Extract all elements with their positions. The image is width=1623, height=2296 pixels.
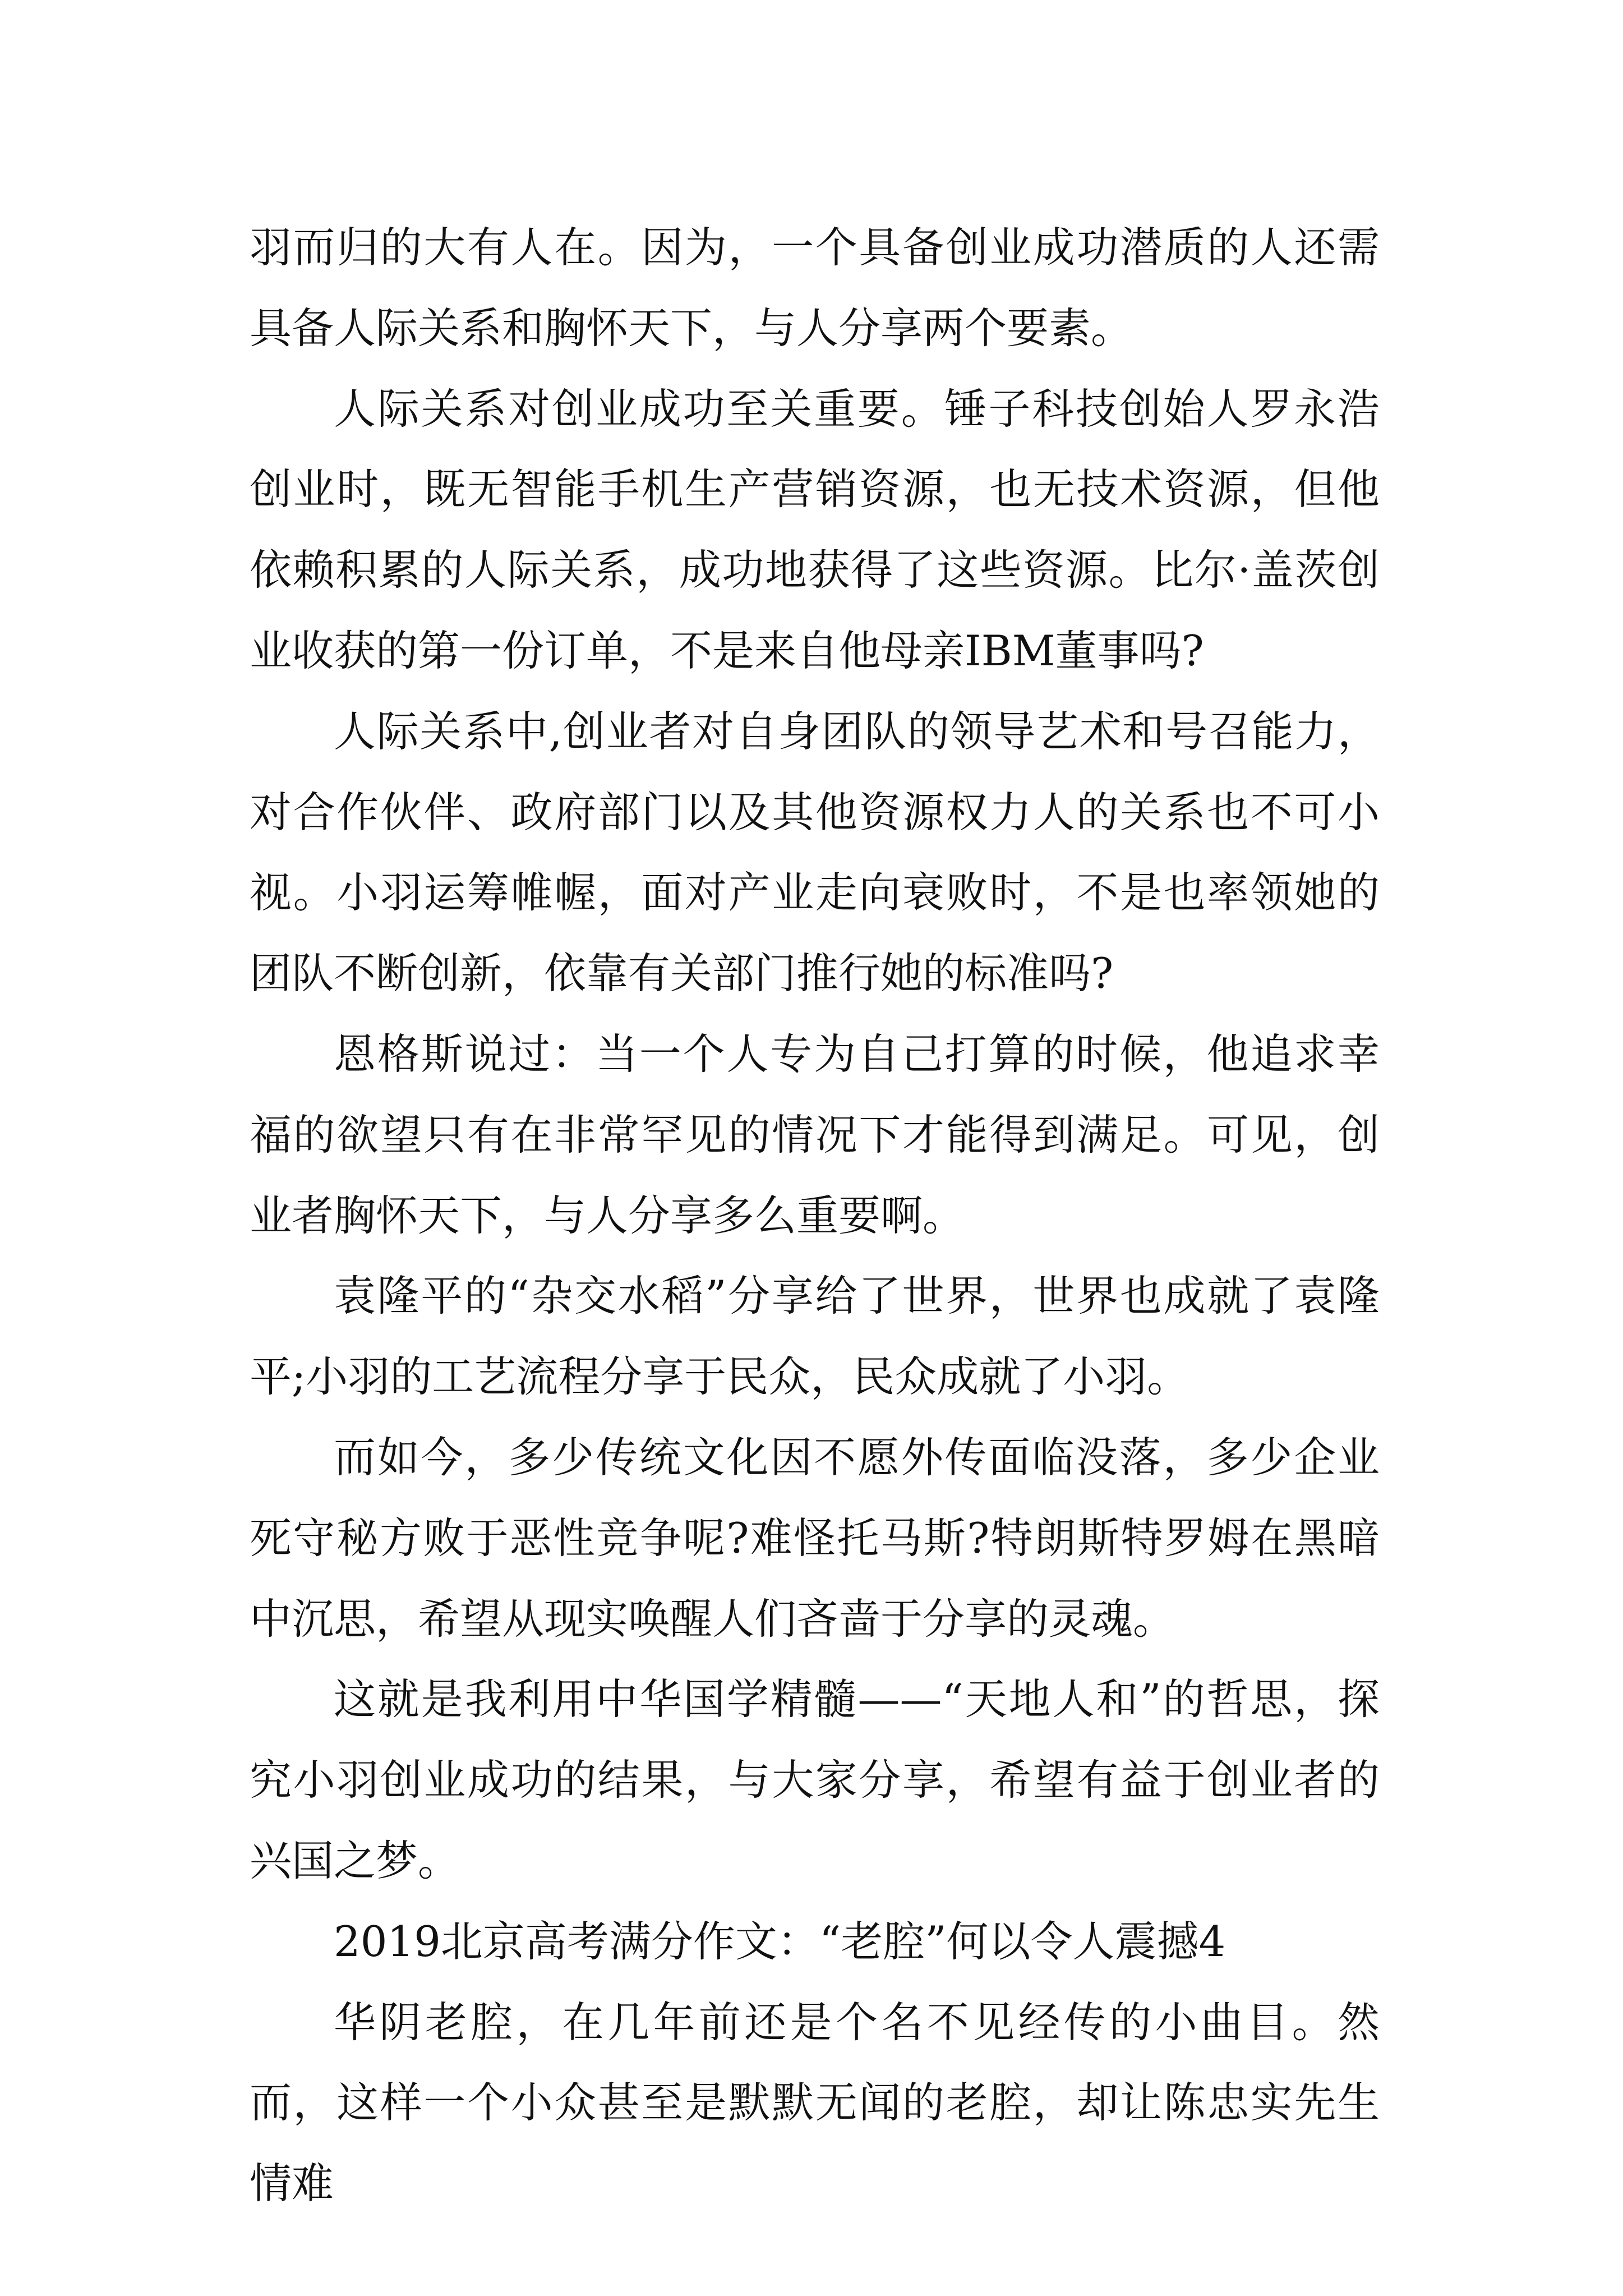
paragraph-yuan-longping: 袁隆平的“杂交水稻”分享给了世界，世界也成就了袁隆平;小羽的工艺流程分享于民众，民众成就了小羽。 [250,1271,1380,1402]
paragraph-team-leadership: 人际关系中,创业者对自身团队的领导艺术和号召能力，对合作伙伴、政府部门以及其他资源权力人的关系也不可小视。小羽运筹帷幄，面对产业走向衰败时，不是也率领她的团队不断创新，依靠有关部门推行她的标准吗? [250,706,1380,999]
paragraph-continuation: 羽而归的大有人在。因为，一个具备创业成功潜质的人还需具备人际关系和胸怀天下，与人分享两个要素。 [250,223,1380,353]
body-text [250,208,1380,2224]
paragraph-conclusion: 这就是我利用中华国学精髓——“天地人和”的哲思，探究小羽创业成功的结果，与大家分享，希望有益于创业者的兴国之梦。 [250,1674,1380,1885]
paragraph-engels-quote: 恩格斯说过：当一个人专为自己打算的时候，他追求幸福的欲望只有在非常罕见的情况下才能得到满足。可见，创业者胸怀天下，与人分享多么重要啊。 [250,1029,1380,1240]
paragraph-laoqiang-intro: 华阴老腔，在几年前还是个名不见经传的小曲目。然而，这样一个小众甚至是默默无闻的老腔，却让陈忠实先生情难 [250,1997,1380,2208]
paragraph-traditional-culture: 而如今，多少传统文化因不愿外传面临没落，多少企业死守秘方败于恶性竞争呢?难怪托马斯?特朗斯特罗姆在黑暗中沉思，希望从现实唤醒人们吝啬于分享的灵魂。 [250,1432,1380,1644]
essay-heading: 2019北京高考满分作文：“老腔”何以令人震撼4 [334,1916,1226,1966]
paragraph-relationships: 人际关系对创业成功至关重要。锤子科技创始人罗永浩创业时，既无智能手机生产营销资源，也无技术资源，但他依赖积累的人际关系，成功地获得了这些资源。比尔·盖茨创业收获的第一份订单，不是来自他母亲IBM董事吗? [250,384,1380,675]
